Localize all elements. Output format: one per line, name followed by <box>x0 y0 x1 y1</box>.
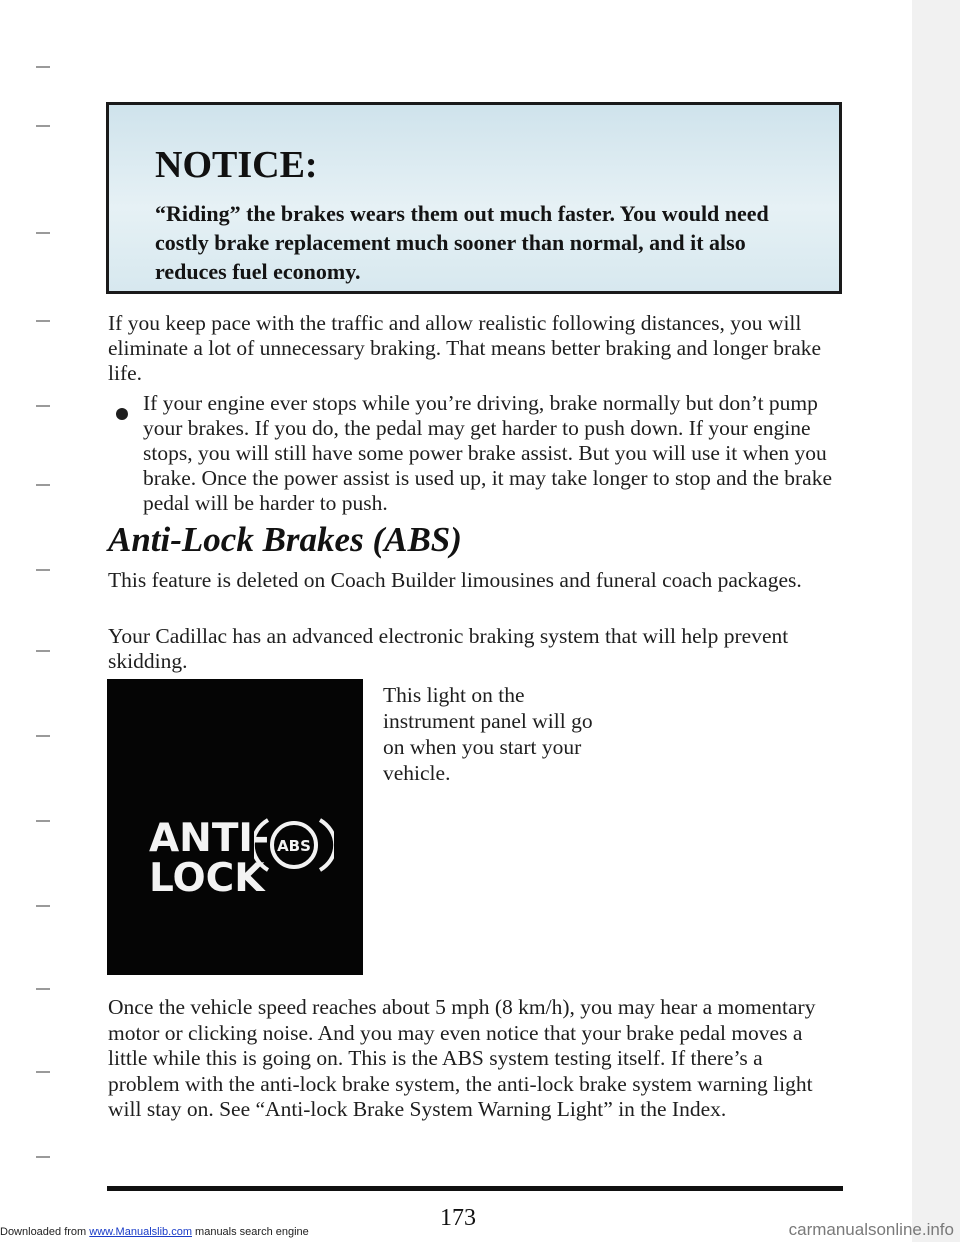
download-suffix: manuals search engine <box>191 1226 309 1238</box>
abs-icon-text: ABS <box>277 837 311 855</box>
margin-tick <box>36 1156 50 1158</box>
abs-light-line2: LOCK <box>149 856 265 901</box>
abs-light-line1: ANTI- <box>149 816 270 861</box>
margin-tick <box>36 320 50 322</box>
notice-title: NOTICE: <box>155 144 318 186</box>
paragraph-engine-stops: If your engine ever stops while you’re driving, brake normally but don’t pump your brakes. If you do, the pedal may get harder to push down. If your engine stops, you will still have some power brake assist. But you will use it when you brake. Once the power assist is used up, it may take longer to stop and the brake pedal will be harder to push. <box>143 391 833 515</box>
margin-tick <box>36 569 50 571</box>
margin-tick <box>36 66 50 68</box>
paragraph-traffic: If you keep pace with the traffic and allow realistic following distances, you will eliminate a lot of unnecessary braking. That means better braking and longer brake life. <box>108 311 822 385</box>
notice-box <box>106 102 842 294</box>
margin-tick <box>36 232 50 234</box>
notice-text: “Riding” the brakes wears them out much faster. You would need costly brake replacement much sooner than normal, and it also reduces fuel economy. <box>155 201 769 284</box>
download-prefix: Downloaded from <box>0 1226 90 1238</box>
margin-tick <box>36 484 50 486</box>
margin-tick <box>36 125 50 127</box>
abs-light-label <box>149 816 270 901</box>
margin-tick <box>36 735 50 737</box>
margin-tick <box>36 650 50 652</box>
paragraph-cadillac: Your Cadillac has an advanced electronic braking system that will help prevent skidding. <box>108 624 789 673</box>
section-heading-abs: Anti-Lock Brakes (ABS) <box>108 520 462 559</box>
paragraph-light-on: This light on the instrument panel will go on when you start your vehicle. <box>383 683 593 785</box>
margin-tick <box>36 905 50 907</box>
paragraph-feature-deleted: This feature is deleted on Coach Builder limousines and funeral coach packages. <box>108 568 802 592</box>
bullet-icon <box>116 408 128 420</box>
margin-tick <box>36 1071 50 1073</box>
paragraph-speed: Once the vehicle speed reaches about 5 mph (8 km/h), you may hear a momentary motor or clicking noise. And you may even notice that your brake pedal moves a little while this is going on. This is the ABS system testing itself. If there’s a problem with the anti-lock brake system, the anti-lock brake system warning light will stay on. See “Anti-lock Brake System Warning Light” in the Index. <box>108 995 816 1121</box>
manualslib-link[interactable]: www.Manualslib.com <box>89 1226 192 1238</box>
download-footer <box>0 1226 309 1238</box>
abs-warning-icon <box>254 810 334 880</box>
page-number: 173 <box>440 1205 476 1231</box>
watermark-text: carmanualsonline.info <box>788 1220 954 1239</box>
page-edge-strip <box>912 0 960 1242</box>
footer-rule <box>107 1186 843 1191</box>
margin-tick <box>36 405 50 407</box>
margin-tick <box>36 988 50 990</box>
abs-warning-light-image <box>107 679 363 975</box>
margin-tick <box>36 820 50 822</box>
